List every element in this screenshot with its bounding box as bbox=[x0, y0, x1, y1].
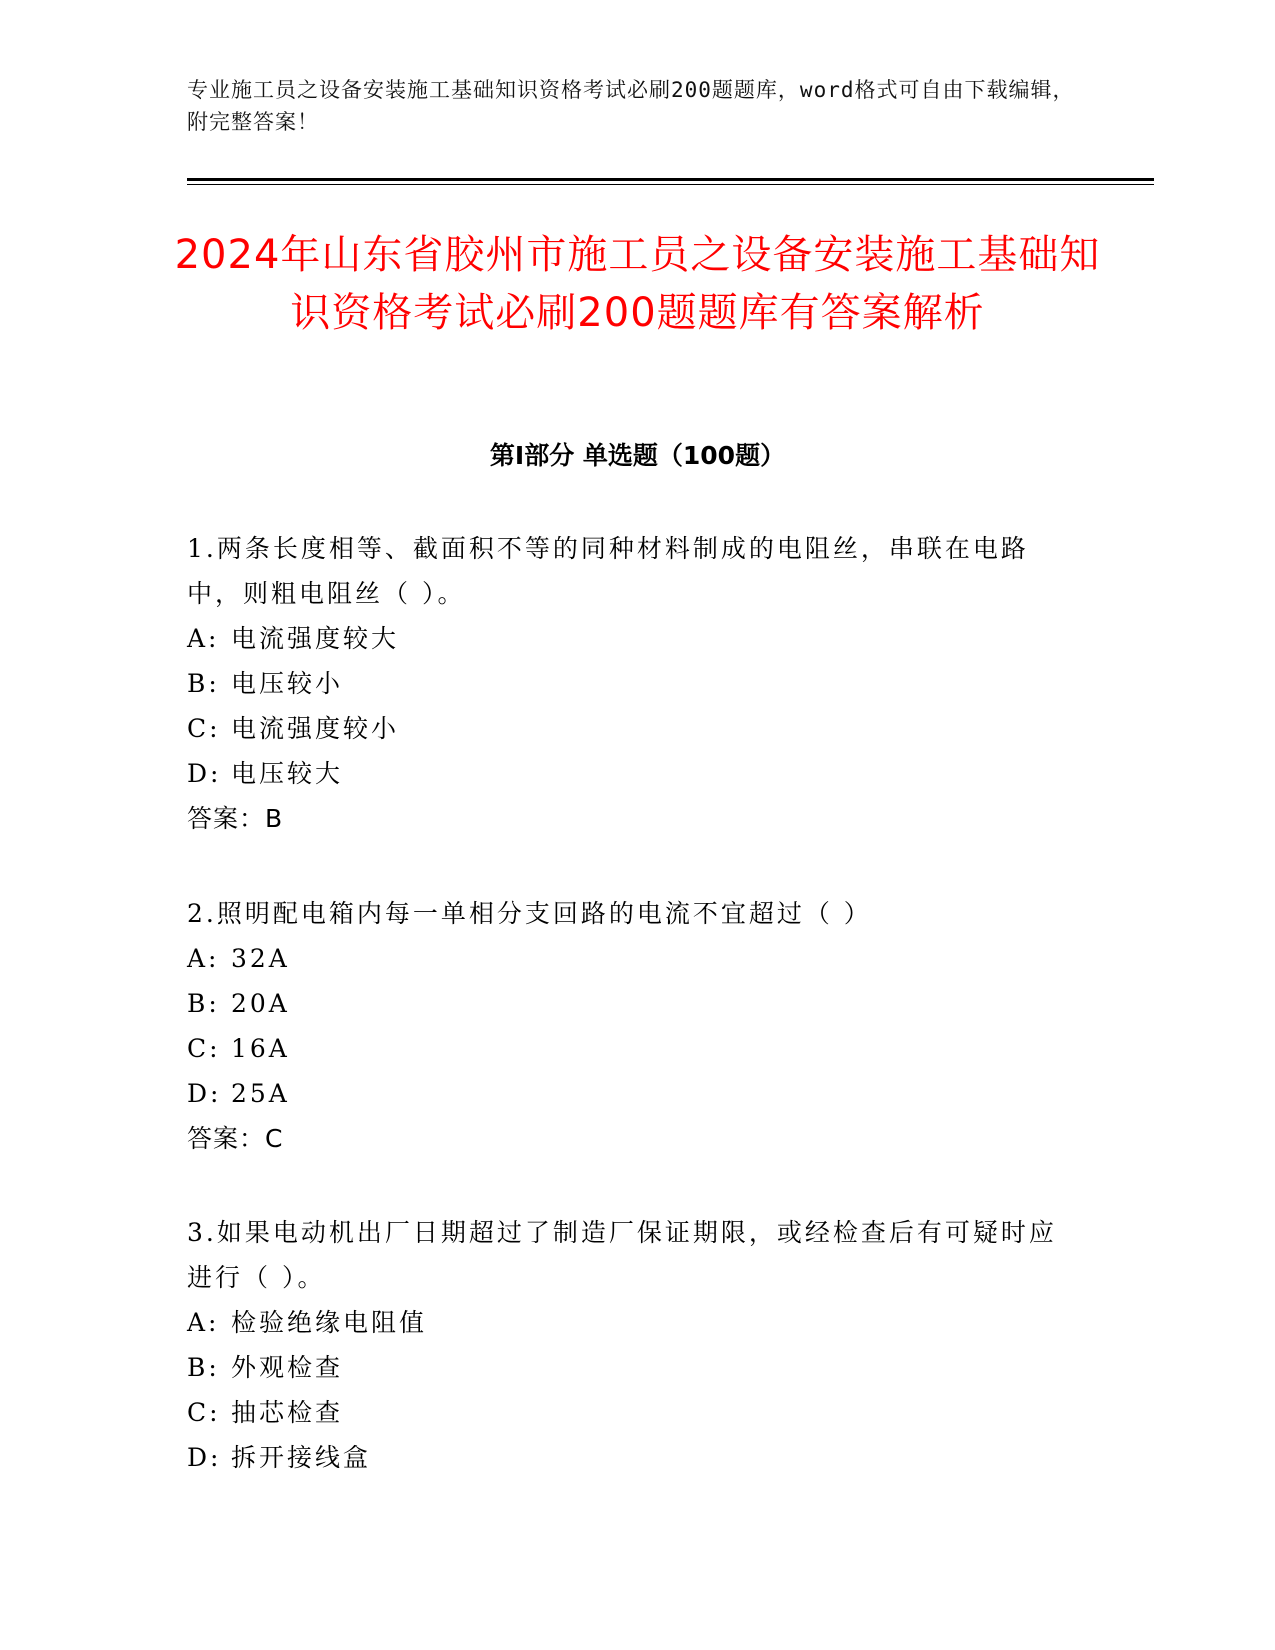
option-text: 32A bbox=[231, 944, 290, 973]
header-rule-thick bbox=[187, 178, 1154, 181]
option-c bbox=[187, 1390, 1067, 1435]
answer-line bbox=[187, 796, 1067, 841]
option-b bbox=[187, 1345, 1067, 1390]
answer-value: B bbox=[265, 804, 284, 833]
option-text: 20A bbox=[231, 989, 290, 1018]
option-c bbox=[187, 706, 1067, 751]
option-letter: C: bbox=[187, 714, 221, 743]
option-letter: C: bbox=[187, 1398, 221, 1427]
header-rule-thin bbox=[187, 184, 1154, 185]
option-letter: A: bbox=[187, 624, 220, 653]
question-1 bbox=[187, 526, 1067, 841]
question-stem: 2.照明配电箱内每一单相分支回路的电流不宜超过（ ） bbox=[187, 899, 872, 928]
answer-label: 答案： bbox=[187, 1124, 266, 1153]
option-d bbox=[187, 1071, 1067, 1116]
option-text: 16A bbox=[231, 1034, 290, 1063]
option-letter: D: bbox=[187, 759, 222, 788]
answer-label: 答案： bbox=[187, 804, 266, 833]
option-a bbox=[187, 936, 1067, 981]
option-letter: C: bbox=[187, 1034, 221, 1063]
option-b bbox=[187, 661, 1067, 706]
answer-value: C bbox=[265, 1124, 284, 1153]
option-letter: B: bbox=[187, 1353, 220, 1382]
option-text: 电压较小 bbox=[231, 669, 344, 698]
option-text: 电流强度较大 bbox=[231, 624, 400, 653]
option-text: 抽芯检查 bbox=[231, 1398, 344, 1427]
option-text: 拆开接线盒 bbox=[231, 1443, 372, 1472]
option-b bbox=[187, 981, 1067, 1026]
option-d bbox=[187, 751, 1067, 796]
answer-line bbox=[187, 1116, 1067, 1161]
option-a bbox=[187, 616, 1067, 661]
option-a bbox=[187, 1300, 1067, 1345]
option-text: 电压较大 bbox=[231, 759, 344, 788]
question-stem: 3.如果电动机出厂日期超过了制造厂保证期限，或经检查后有可疑时应进行（ ）。 bbox=[187, 1218, 1057, 1292]
option-text: 25A bbox=[231, 1079, 290, 1108]
option-letter: B: bbox=[187, 989, 220, 1018]
option-text: 检验绝缘电阻值 bbox=[231, 1308, 428, 1337]
option-text: 电流强度较小 bbox=[231, 714, 400, 743]
question-3 bbox=[187, 1210, 1067, 1480]
option-letter: A: bbox=[187, 1308, 220, 1337]
document-title: 2024年山东省胶州市施工员之设备安装施工基础知识资格考试必刷200题题库有答案解析 bbox=[174, 232, 1101, 336]
section-title: 第I部分 单选题（100题） bbox=[489, 441, 786, 470]
option-letter: A: bbox=[187, 944, 220, 973]
option-c bbox=[187, 1026, 1067, 1071]
question-stem: 1.两条长度相等、截面积不等的同种材料制成的电阻丝，串联在电路中，则粗电阻丝（ ）。 bbox=[187, 534, 1029, 608]
header-note: 专业施工员之设备安装施工基础知识资格考试必刷200题题库，word格式可自由下载编辑，附完整答案！ bbox=[187, 78, 1075, 134]
option-letter: D: bbox=[187, 1443, 222, 1472]
option-d bbox=[187, 1435, 1067, 1480]
option-letter: B: bbox=[187, 669, 220, 698]
option-text: 外观检查 bbox=[231, 1353, 344, 1382]
question-2 bbox=[187, 891, 1067, 1161]
option-letter: D: bbox=[187, 1079, 222, 1108]
